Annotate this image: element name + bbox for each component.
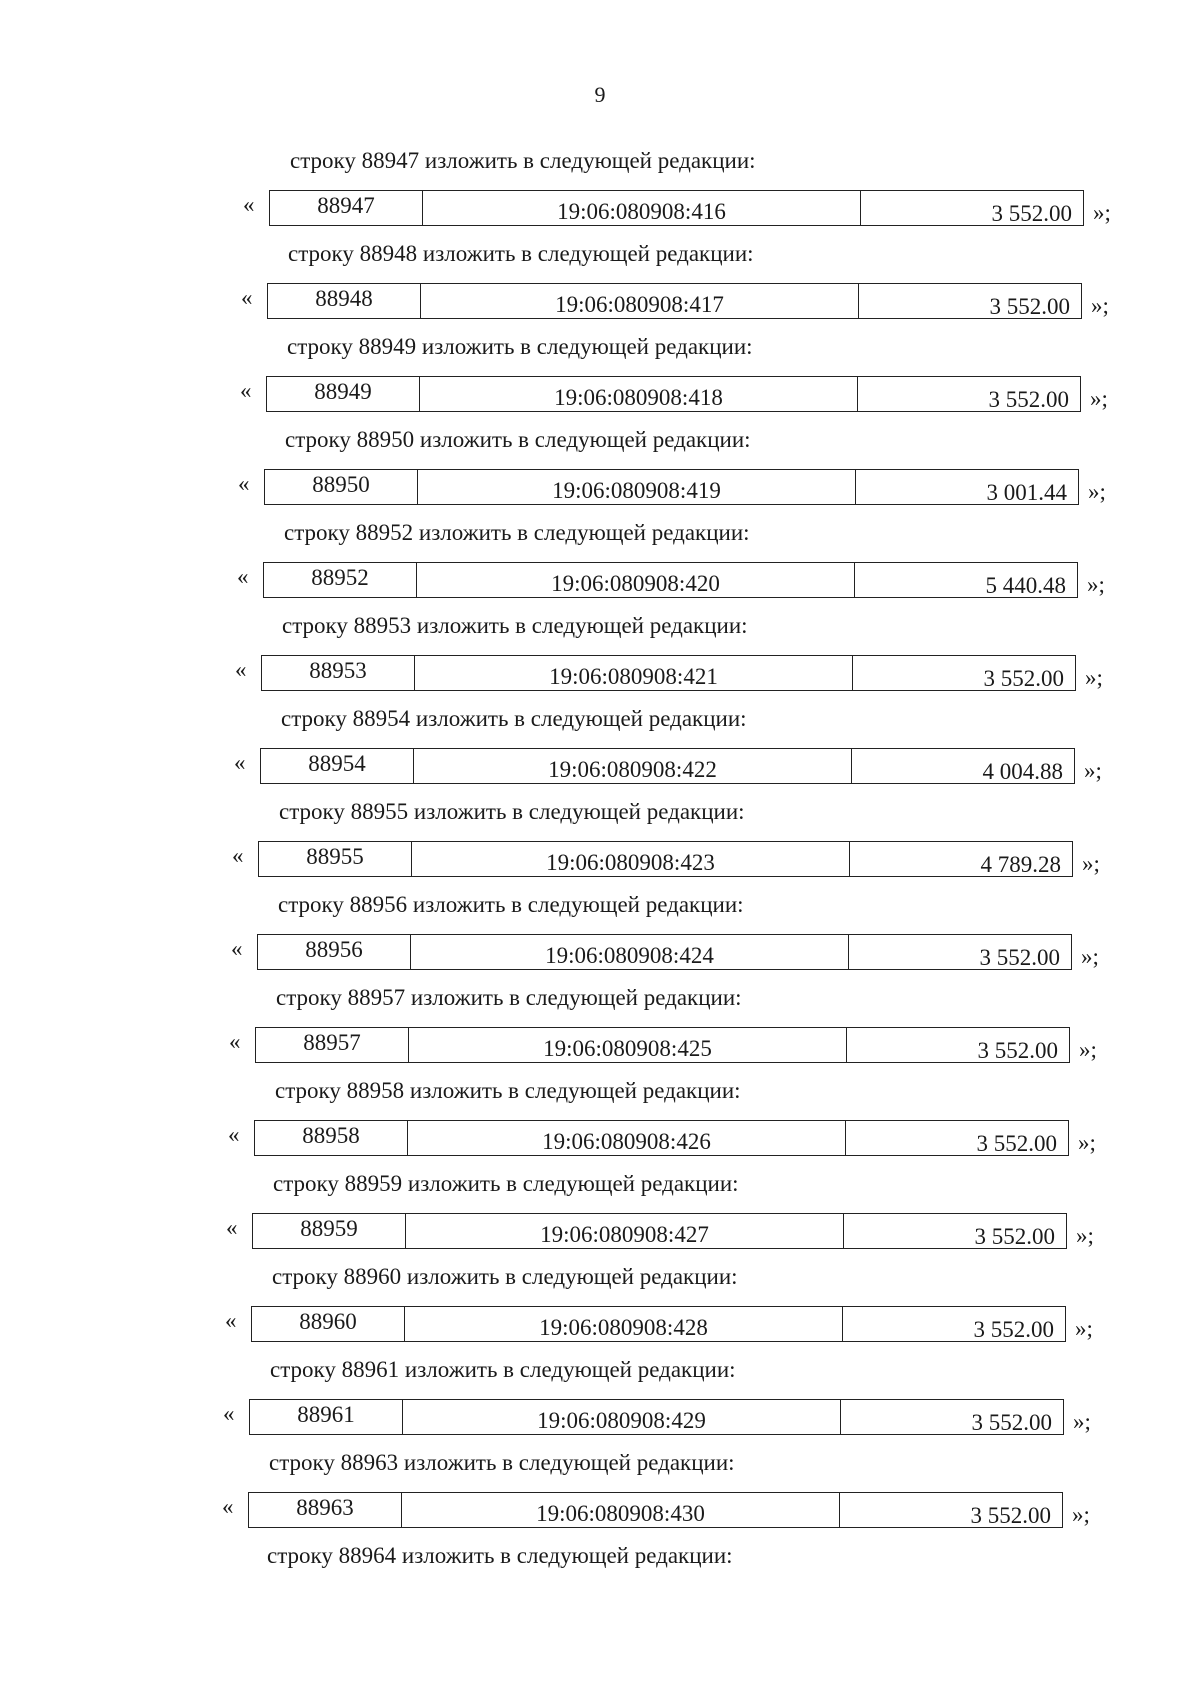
value-cell: 3 552.00 bbox=[988, 387, 1069, 412]
entry-intro: строку 88960 изложить в следующей редакции: bbox=[272, 1264, 738, 1289]
entry-intro: строку 88952 изложить в следующей редакции: bbox=[284, 520, 750, 545]
row-number-cell: 88950 bbox=[265, 470, 418, 504]
cadastral-number-cell: 19:06:080908:418 bbox=[420, 377, 858, 411]
entry-intro: строку 88963 изложить в следующей редакции: bbox=[269, 1450, 735, 1475]
table-row bbox=[264, 469, 1079, 505]
value-cell: 3 552.00 bbox=[991, 201, 1072, 226]
value-cell: 3 552.00 bbox=[977, 1038, 1058, 1063]
amendment-entry bbox=[0, 611, 1200, 704]
cadastral-number-cell: 19:06:080908:416 bbox=[423, 191, 861, 225]
table-row bbox=[267, 283, 1082, 319]
amendment-entry bbox=[0, 425, 1200, 518]
value-cell: 3 552.00 bbox=[976, 1131, 1057, 1156]
row-number-cell: 88955 bbox=[259, 842, 412, 876]
table-row bbox=[260, 748, 1075, 784]
table-row bbox=[257, 934, 1072, 970]
row-number-cell: 88952 bbox=[264, 563, 417, 597]
amendment-entry bbox=[0, 983, 1200, 1076]
value-cell: 3 552.00 bbox=[989, 294, 1070, 319]
entry-intro: строку 88964 изложить в следующей редакции: bbox=[267, 1543, 733, 1568]
value-cell: 3 552.00 bbox=[973, 1317, 1054, 1342]
row-number-cell: 88963 bbox=[249, 1493, 402, 1527]
value-cell: 3 552.00 bbox=[970, 1503, 1051, 1528]
closing-quote: »; bbox=[1078, 1130, 1096, 1155]
value-cell: 3 552.00 bbox=[983, 666, 1064, 691]
cadastral-number-cell: 19:06:080908:427 bbox=[406, 1214, 844, 1248]
amendment-entry bbox=[0, 1262, 1200, 1355]
closing-quote: »; bbox=[1081, 944, 1099, 969]
entry-intro: строку 88957 изложить в следующей редакции: bbox=[276, 985, 742, 1010]
cadastral-number-cell: 19:06:080908:425 bbox=[409, 1028, 847, 1062]
cadastral-number-cell: 19:06:080908:421 bbox=[415, 656, 853, 690]
amendment-list bbox=[0, 146, 1200, 1634]
cadastral-number-cell: 19:06:080908:424 bbox=[411, 935, 849, 969]
opening-quote: « bbox=[243, 192, 255, 217]
row-number-cell: 88948 bbox=[268, 284, 421, 318]
row-number-cell: 88958 bbox=[255, 1121, 408, 1155]
amendment-entry bbox=[0, 1169, 1200, 1262]
closing-quote: »; bbox=[1079, 1037, 1097, 1062]
row-number-cell: 88957 bbox=[256, 1028, 409, 1062]
value-cell: 3 552.00 bbox=[974, 1224, 1055, 1249]
cadastral-number-cell: 19:06:080908:417 bbox=[421, 284, 859, 318]
entry-intro: строку 88958 изложить в следующей редакции: bbox=[275, 1078, 741, 1103]
amendment-entry bbox=[0, 1355, 1200, 1448]
entry-intro: строку 88954 изложить в следующей редакции: bbox=[281, 706, 747, 731]
value-cell: 3 552.00 bbox=[971, 1410, 1052, 1435]
row-number-cell: 88959 bbox=[253, 1214, 406, 1248]
closing-quote: »; bbox=[1073, 1409, 1091, 1434]
table-row bbox=[258, 841, 1073, 877]
row-number-cell: 88947 bbox=[270, 191, 423, 225]
row-number-cell: 88956 bbox=[258, 935, 411, 969]
value-cell: 5 440.48 bbox=[985, 573, 1066, 598]
cadastral-number-cell: 19:06:080908:422 bbox=[414, 749, 852, 783]
entry-intro: строку 88948 изложить в следующей редакции: bbox=[288, 241, 754, 266]
opening-quote: « bbox=[225, 1308, 237, 1333]
opening-quote: « bbox=[234, 750, 246, 775]
cadastral-number-cell: 19:06:080908:429 bbox=[403, 1400, 841, 1434]
opening-quote: « bbox=[240, 378, 252, 403]
closing-quote: »; bbox=[1085, 665, 1103, 690]
row-number-cell: 88961 bbox=[250, 1400, 403, 1434]
entry-intro: строку 88959 изложить в следующей редакции: bbox=[273, 1171, 739, 1196]
opening-quote: « bbox=[237, 564, 249, 589]
amendment-entry bbox=[0, 518, 1200, 611]
amendment-entry bbox=[0, 332, 1200, 425]
opening-quote: « bbox=[238, 471, 250, 496]
row-number-cell: 88949 bbox=[267, 377, 420, 411]
closing-quote: »; bbox=[1075, 1316, 1093, 1341]
amendment-entry bbox=[0, 1448, 1200, 1541]
opening-quote: « bbox=[226, 1215, 238, 1240]
entry-intro: строку 88956 изложить в следующей редакции: bbox=[278, 892, 744, 917]
opening-quote: « bbox=[235, 657, 247, 682]
closing-quote: »; bbox=[1084, 758, 1102, 783]
table-row bbox=[251, 1306, 1066, 1342]
table-row bbox=[263, 562, 1078, 598]
row-number-cell: 88954 bbox=[261, 749, 414, 783]
cadastral-number-cell: 19:06:080908:428 bbox=[405, 1307, 843, 1341]
closing-quote: »; bbox=[1076, 1223, 1094, 1248]
opening-quote: « bbox=[231, 936, 243, 961]
entry-intro: строку 88950 изложить в следующей редакции: bbox=[285, 427, 751, 452]
table-row bbox=[249, 1399, 1064, 1435]
entry-intro: строку 88949 изложить в следующей редакции: bbox=[287, 334, 753, 359]
cadastral-number-cell: 19:06:080908:423 bbox=[412, 842, 850, 876]
page-number: 9 bbox=[594, 82, 606, 107]
table-row bbox=[269, 190, 1084, 226]
table-row bbox=[266, 376, 1081, 412]
amendment-entry-trailing bbox=[0, 1541, 1200, 1634]
closing-quote: »; bbox=[1090, 386, 1108, 411]
opening-quote: « bbox=[228, 1122, 240, 1147]
row-number-cell: 88960 bbox=[252, 1307, 405, 1341]
value-cell: 3 001.44 bbox=[986, 480, 1067, 505]
value-cell: 3 552.00 bbox=[979, 945, 1060, 970]
closing-quote: »; bbox=[1082, 851, 1100, 876]
closing-quote: »; bbox=[1091, 293, 1109, 318]
closing-quote: »; bbox=[1088, 479, 1106, 504]
amendment-entry bbox=[0, 239, 1200, 332]
amendment-entry bbox=[0, 704, 1200, 797]
opening-quote: « bbox=[223, 1401, 235, 1426]
cadastral-number-cell: 19:06:080908:419 bbox=[418, 470, 856, 504]
closing-quote: »; bbox=[1072, 1502, 1090, 1527]
closing-quote: »; bbox=[1093, 200, 1111, 225]
row-number-cell: 88953 bbox=[262, 656, 415, 690]
closing-quote: »; bbox=[1087, 572, 1105, 597]
cadastral-number-cell: 19:06:080908:430 bbox=[402, 1493, 840, 1527]
amendment-entry bbox=[0, 890, 1200, 983]
opening-quote: « bbox=[241, 285, 253, 310]
opening-quote: « bbox=[222, 1494, 234, 1519]
entry-intro: строку 88961 изложить в следующей редакции: bbox=[270, 1357, 736, 1382]
value-cell: 4 004.88 bbox=[982, 759, 1063, 784]
entry-intro: строку 88955 изложить в следующей редакции: bbox=[279, 799, 745, 824]
opening-quote: « bbox=[232, 843, 244, 868]
amendment-entry bbox=[0, 797, 1200, 890]
cadastral-number-cell: 19:06:080908:426 bbox=[408, 1121, 846, 1155]
amendment-entry bbox=[0, 146, 1200, 239]
table-row bbox=[248, 1492, 1063, 1528]
table-row bbox=[254, 1120, 1069, 1156]
table-row bbox=[261, 655, 1076, 691]
entry-intro: строку 88953 изложить в следующей редакции: bbox=[282, 613, 748, 638]
cadastral-number-cell: 19:06:080908:420 bbox=[417, 563, 855, 597]
table-row bbox=[255, 1027, 1070, 1063]
value-cell: 4 789.28 bbox=[980, 852, 1061, 877]
entry-intro: строку 88947 изложить в следующей редакции: bbox=[290, 148, 756, 173]
amendment-entry bbox=[0, 1076, 1200, 1169]
table-row bbox=[252, 1213, 1067, 1249]
opening-quote: « bbox=[229, 1029, 241, 1054]
